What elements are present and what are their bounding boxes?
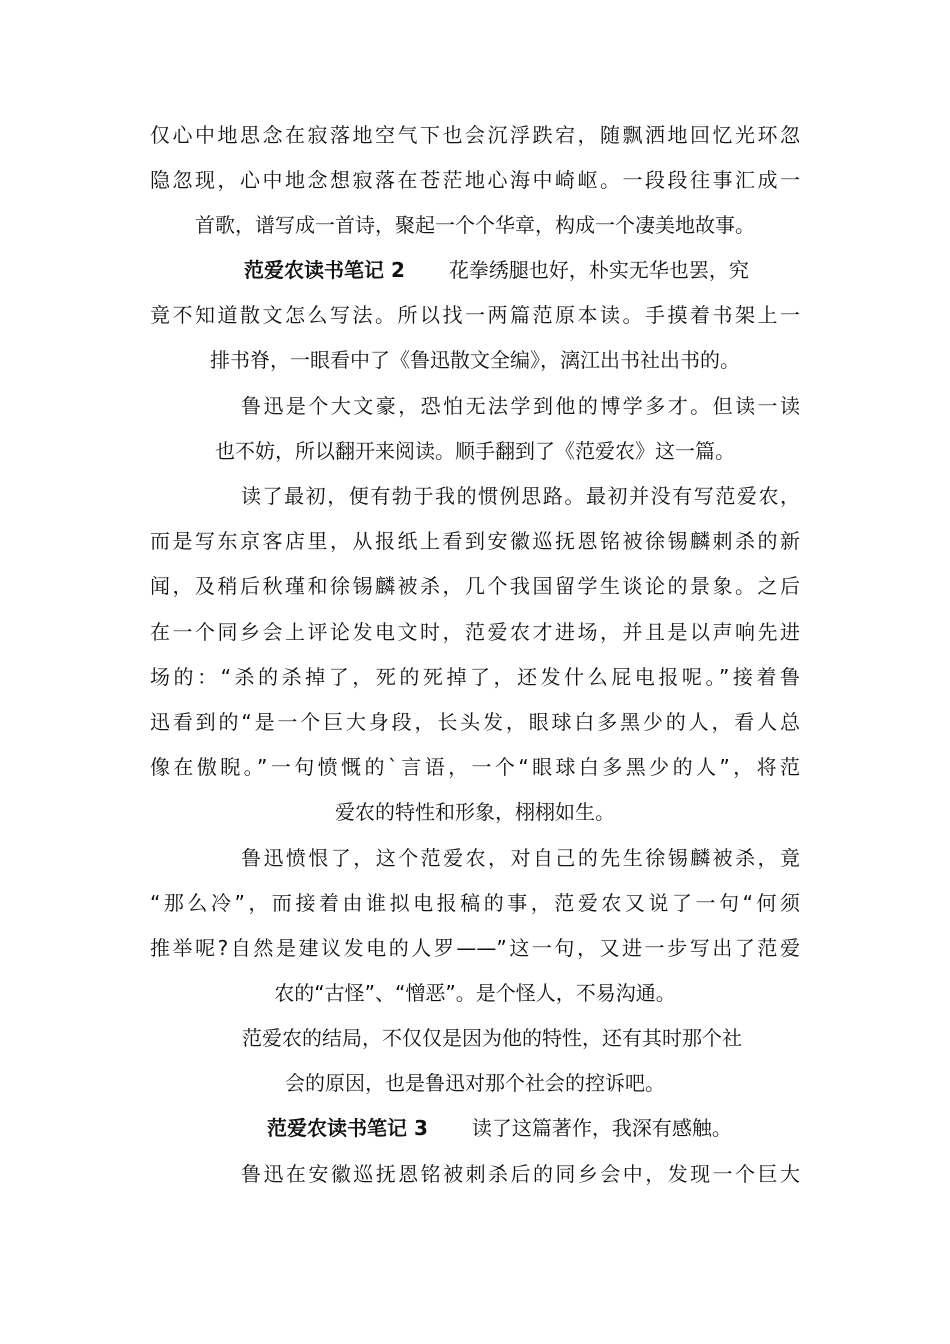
text-line: “那么冷”，而接着由谁拟电报稿的事，范爱农又说了一句“何须	[150, 891, 800, 915]
text-line: 竟不知道散文怎么写法。所以找一两篇范原本读。手摸着书架上一	[150, 303, 800, 327]
text-line: 首歌，谱写成一首诗，聚起一个个华章，构成一个凄美地故事。	[195, 213, 755, 237]
text-line: 而是写东京客店里，从报纸上看到安徽巡抚恩铭被徐锡麟刺杀的新	[150, 529, 800, 553]
text-line: 鲁迅愤恨了，这个范爱农，对自己的先生徐锡麟被杀，竟	[241, 846, 800, 870]
text-line: 隐忽现，心中地念想寂落在苍茫地心海中崎岖。一段段往事汇成一	[150, 168, 800, 192]
heading-title: 范爱农读书笔记 3	[267, 1116, 428, 1140]
text-line: 爱农的特性和形象，栩栩如生。	[335, 800, 615, 824]
text-line: 迅看到的“是一个巨大身段，长头发，眼球白多黑少的人，看人总	[150, 710, 800, 734]
text-line: 范爱农的结局，不仅仅是因为他的特性，还有其时那个社	[242, 1026, 742, 1050]
text-line: 推举呢?自然是建议发电的人罗——”这一句，又进一步写出了范爱	[150, 936, 800, 960]
text-line: 像在傲睨。”一句愤慨的`言语，一个“眼球白多黑少的人”，将范	[150, 755, 800, 779]
text-line: 农的“古怪”、“憎恶”。是个怪人，不易沟通。	[274, 981, 676, 1005]
text-line: 读了最初，便有勃于我的惯例思路。最初并没有写范爱农，	[241, 484, 800, 508]
heading-text: 读了这篇著作，我深有感触。	[471, 1116, 732, 1140]
text-line: 排书脊，一眼看中了《鲁迅散文全编》，漓江出书社出书的。	[210, 348, 740, 372]
text-line: 在一个同乡会上评论发电文时，范爱农才进场，并且是以声响先进	[150, 620, 800, 644]
heading-title: 范爱农读书笔记 2	[244, 258, 405, 282]
text-line: 仅心中地思念在寂落地空气下也会沉浮跌宕，随飘洒地回忆光环忽	[150, 123, 800, 147]
section-heading	[267, 1115, 787, 1141]
text-line: 场的：“杀的杀掉了，死的死掉了，还发什么屁电报呢。”接着鲁	[150, 665, 800, 689]
text-line: 鲁迅在安徽巡抚恩铭被刺杀后的同乡会中，发现一个巨大	[241, 1162, 800, 1186]
heading-text: 花拳绣腿也好，朴实无华也罢，究	[448, 258, 749, 282]
text-line: 闻，及稍后秋瑾和徐锡麟被杀，几个我国留学生谈论的景象。之后	[150, 574, 800, 598]
text-line: 也不妨，所以翻开来阅读。顺手翻到了《范爱农》这一篇。	[215, 439, 735, 463]
section-heading	[244, 257, 804, 283]
text-line: 会的原因，也是鲁迅对那个社会的控诉吧。	[285, 1071, 665, 1095]
text-line: 鲁迅是个大文豪，恐怕无法学到他的博学多才。但读一读	[241, 394, 800, 418]
